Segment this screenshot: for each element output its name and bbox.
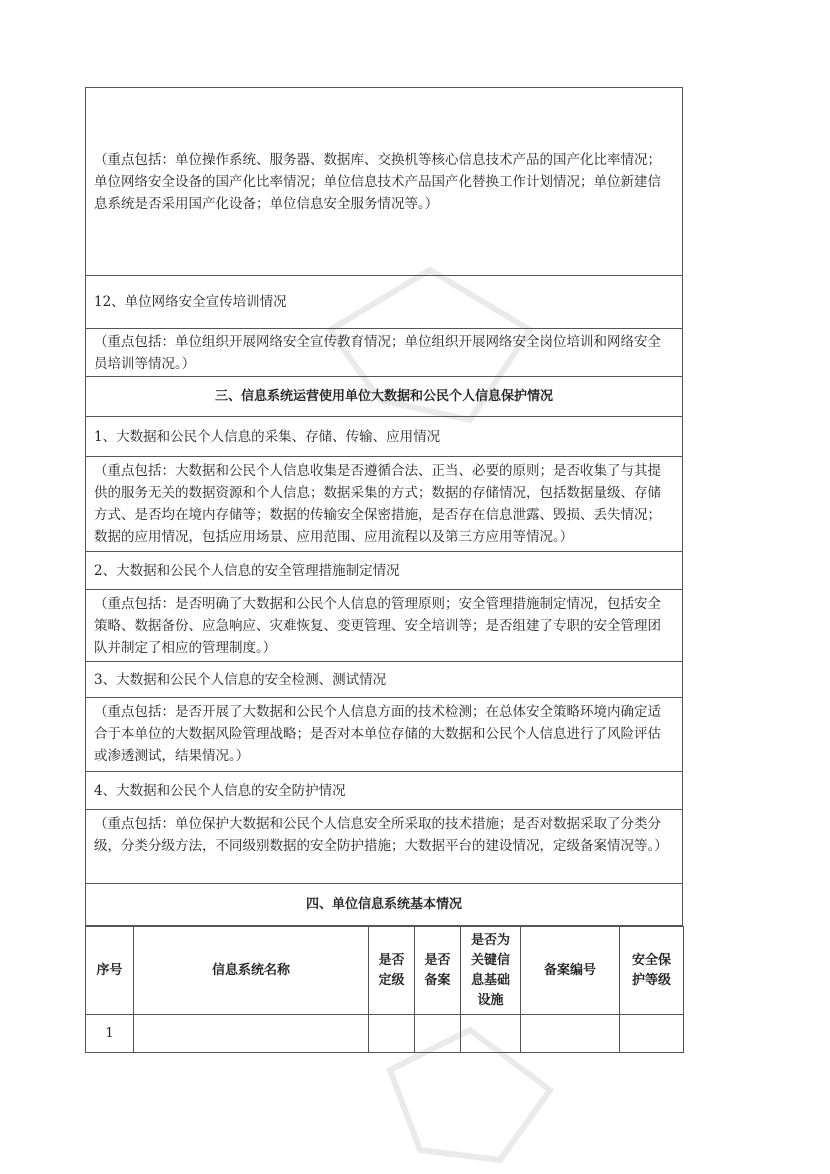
item12-note: （重点包括：单位组织开展网络安全宣传教育情况；单位组织开展网络安全岗位培训和网络安全员培训等情况。） xyxy=(94,334,661,372)
s3-item4-note: （重点包括：单位保护大数据和公民个人信息安全所采取的技术措施；是否对数据采取了分类分级，分类分级方法，不同级别数据的安全防护措施；大数据平台的建设情况，定级备案情况等。） xyxy=(94,816,668,854)
domestic-products-cell xyxy=(85,87,683,276)
table-row xyxy=(86,1015,684,1053)
col-header-filing-number: 备案编号 xyxy=(521,927,620,1015)
s3-item3-note: （重点包括：是否开展了大数据和公民个人信息方面的技术检测；在总体安全策略环境内确定适合于本单位的大数据风险管理战略；是否对本单位存储的大数据和公民个人信息进行了风险评估或渗透测试，结果情况。） xyxy=(94,704,661,764)
col-header-index: 序号 xyxy=(86,927,134,1015)
section4-title-cell xyxy=(85,884,683,926)
item12-title-cell xyxy=(85,276,683,329)
col-header-critical-infra xyxy=(461,927,521,1015)
s3-item4-note-cell xyxy=(85,810,683,884)
row-protection-level xyxy=(620,1015,684,1053)
section4-title: 四、单位信息系统基本情况 xyxy=(305,897,462,912)
col-header-filed xyxy=(415,927,461,1015)
s3-item3-title-cell xyxy=(85,662,683,698)
s3-item2-note: （重点包括：是否明确了大数据和公民个人信息的管理原则；安全管理措施制定情况，包括安全策略、数据备份、应急响应、灾难恢复、变更管理、安全培训等；是否组建了专职的安全管理团队并制定了相应的管理制度。） xyxy=(94,596,661,656)
s3-item1-note-cell xyxy=(85,457,683,552)
section3-title-cell xyxy=(85,377,683,417)
system-table-header-row xyxy=(86,927,684,1015)
s3-item1-title: 1、大数据和公民个人信息的采集、存储、传输、应用情况 xyxy=(94,429,441,445)
item12-title: 12、单位网络安全宣传培训情况 xyxy=(94,294,287,310)
s3-item1-note: （重点包括：大数据和公民个人信息收集是否遵循合法、正当、必要的原则；是否收集了与其提供的服务无关的数据资源和个人信息；数据采集的方式；数据的存储情况，包括数据量级、存储方式、是否均在境内存储等；数据的传输安全保密措施，是否存在信息泄露、毁损、丢失情况；数据的应用情况，包括应用场景、应用范围、应用流程以及第三方应用等情况。） xyxy=(94,463,661,545)
row-system-name xyxy=(134,1015,369,1053)
col-header-protection-level xyxy=(620,927,684,1015)
col-header-critical-infra-text: 是否为关键信息基础设施 xyxy=(470,932,510,1008)
item12-note-cell xyxy=(85,329,683,377)
section3-title: 三、信息系统运营使用单位大数据和公民个人信息保护情况 xyxy=(214,389,553,404)
col-header-protection-level-text: 安全保护等级 xyxy=(631,952,671,988)
row-filed xyxy=(415,1015,461,1053)
col-header-system-name: 信息系统名称 xyxy=(134,927,369,1015)
domestic-products-note: （重点包括：单位操作系统、服务器、数据库、交换机等核心信息技术产品的国产化比率情况；单位网络安全设备的国产化比率情况；单位信息技术产品国产化替换工作计划情况；单位新建信息系统是否采用国产化设备；单位信息安全服务情况等。） xyxy=(94,152,661,212)
s3-item2-title: 2、大数据和公民个人信息的安全管理措施制定情况 xyxy=(94,563,400,579)
col-header-graded xyxy=(369,927,415,1015)
s3-item2-note-cell xyxy=(85,590,683,662)
document-table xyxy=(85,87,683,1053)
s3-item1-title-cell xyxy=(85,417,683,457)
col-header-filed-text: 是否备案 xyxy=(424,952,451,988)
s3-item3-title: 3、大数据和公民个人信息的安全检测、测试情况 xyxy=(94,672,387,688)
system-table xyxy=(85,926,684,1053)
row-graded xyxy=(369,1015,415,1053)
s3-item3-note-cell xyxy=(85,698,683,772)
col-header-graded-text: 是否定级 xyxy=(378,952,405,988)
s3-item4-title-cell xyxy=(85,772,683,810)
row-index: 1 xyxy=(86,1015,134,1053)
s3-item4-title: 4、大数据和公民个人信息的安全防护情况 xyxy=(94,783,346,799)
row-filing-number xyxy=(521,1015,620,1053)
row-critical-infra xyxy=(461,1015,521,1053)
s3-item2-title-cell xyxy=(85,552,683,590)
